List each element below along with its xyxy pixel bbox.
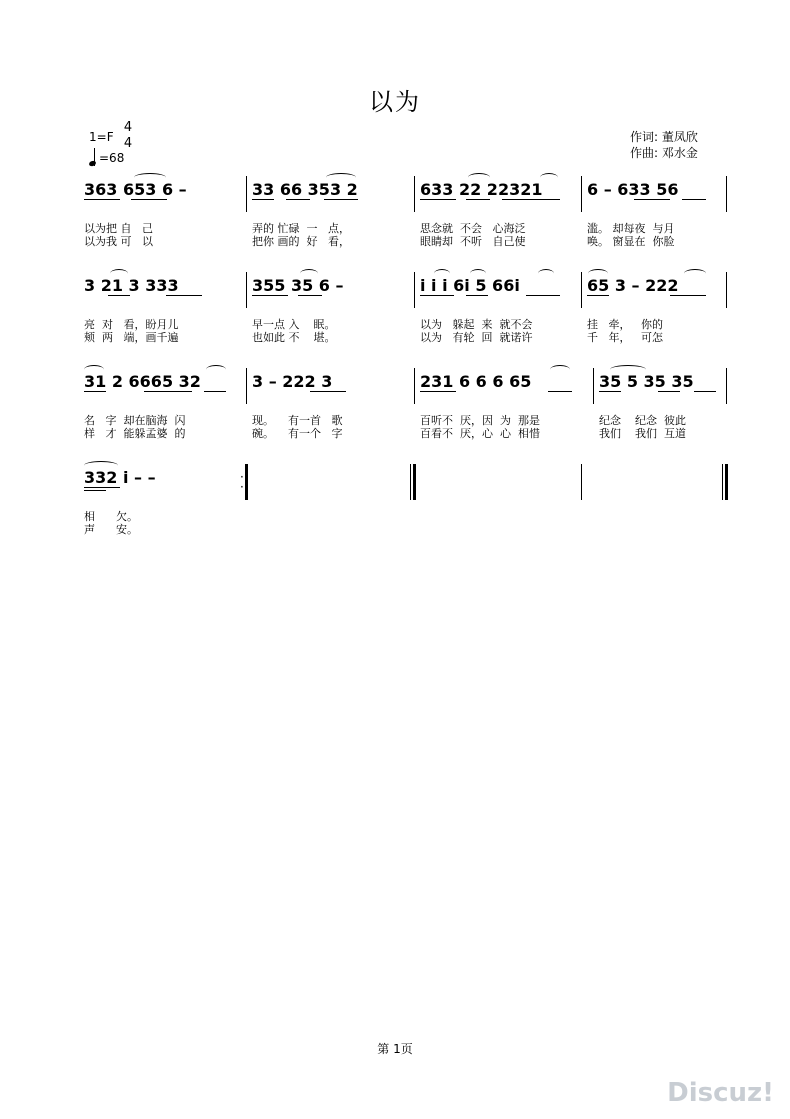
underline [466, 199, 490, 200]
lyric-verse-2: 声 安。 [84, 523, 138, 536]
bar-line [414, 368, 415, 404]
underline [502, 199, 560, 200]
bar-line [246, 272, 247, 308]
page-number: 第 1页 [377, 1042, 413, 1056]
measure: 633 22 22321 [420, 180, 543, 199]
measure: 3 – 222 3 [252, 372, 333, 391]
measure: 65 3 – 222 [587, 276, 679, 295]
slur [538, 269, 554, 278]
slur [550, 365, 570, 374]
lyric-verse-2: 样 才 能躲孟婆 的 [84, 427, 186, 440]
slur [84, 365, 104, 374]
lyric-verse-1: 挂 牵， 你的 [587, 318, 663, 331]
underline [84, 199, 120, 200]
underline [166, 295, 202, 296]
bar-line [725, 464, 728, 500]
underline [144, 391, 192, 392]
underline [548, 391, 572, 392]
lyric-verse-1: 纪念 纪念 彼此 [599, 414, 686, 427]
lyric-verse-2: 把你 画的 好 看， [252, 235, 350, 248]
bar-line [246, 176, 247, 212]
bar-line [722, 464, 723, 500]
underline [466, 295, 488, 296]
underline [84, 391, 106, 392]
bar-line [414, 272, 415, 308]
measure: 6 – 633 56 [587, 180, 679, 199]
slur [206, 365, 226, 374]
time-sig-top: 4 [123, 120, 133, 135]
lyric-verse-1: 思念就 不会 心海泛 [420, 222, 526, 235]
underline [84, 490, 106, 491]
lyric-verse-1: 滥。 却每夜 与月 [587, 222, 675, 235]
lyric-verse-1: 百听不 厌，因 为 那是 [420, 414, 540, 427]
underline [526, 295, 560, 296]
lyric-verse-2: 以为我 可 以 [84, 235, 153, 248]
slur [540, 173, 558, 182]
lyric-verse-1: 早一点 入 眠。 [252, 318, 336, 331]
lyric-verse-1: 现。 有一首 歌 [252, 414, 343, 427]
underline [108, 295, 130, 296]
underline [420, 199, 456, 200]
underline [599, 391, 621, 392]
lyric-verse-2: 眼睛却 不听 自己使 [420, 235, 526, 248]
bar-line [581, 272, 582, 308]
lyric-verse-1: 以为 躲起 来 就不会 [420, 318, 533, 331]
song-title: 以为 [369, 88, 421, 116]
lyric-verse-1: 名 字 却在脑海 闪 [84, 414, 186, 427]
lyric-verse-2: 我们 我们 互道 [599, 427, 686, 440]
lyric-verse-2: 以为 有轮 回 就诺许 [420, 331, 533, 344]
measure: 3 21 3 333 [84, 276, 179, 295]
time-sig-bottom: 4 [123, 136, 133, 151]
bar-line [726, 368, 727, 404]
underline [420, 391, 456, 392]
composer-credit: 作曲: 邓水金 [630, 146, 698, 160]
underline [298, 295, 322, 296]
underline [420, 295, 454, 296]
measure: 332 i – – [84, 468, 156, 487]
underline [658, 391, 680, 392]
bar-line [581, 176, 582, 212]
slur [470, 269, 486, 278]
lyric-verse-2: 唤。 窗显在 你脸 [587, 235, 675, 248]
underline [694, 391, 716, 392]
slur [610, 365, 646, 374]
slur [684, 269, 706, 278]
underline [286, 199, 310, 200]
slur [134, 173, 166, 182]
bar-line [246, 368, 247, 404]
underline [634, 199, 670, 200]
lyric-verse-1: 相 欠。 [84, 510, 138, 523]
measure: 33 66 353 2 [252, 180, 358, 199]
repeat-bar-line [245, 464, 248, 500]
lyric-verse-2: 碗。 有一个 字 [252, 427, 343, 440]
measure: i i i 6i 5 66i [420, 276, 520, 295]
bar-line [581, 464, 582, 500]
lyric-verse-2: 千 年， 可怎 [587, 331, 663, 344]
slur [588, 269, 608, 278]
bar-line [413, 464, 416, 500]
slur [300, 269, 318, 278]
bar-line [410, 464, 411, 500]
watermark-logo: Discuz! [667, 1078, 774, 1108]
slur [468, 173, 490, 182]
measure: 363 653 6 – [84, 180, 187, 199]
underline [587, 295, 609, 296]
slur [434, 269, 450, 278]
repeat-dots: · · [240, 470, 244, 494]
measure: 31 2 6665 32 [84, 372, 201, 391]
lyric-verse-2: 也如此 不 堪。 [252, 331, 336, 344]
underline [682, 199, 706, 200]
underline [670, 295, 706, 296]
slur [84, 461, 118, 470]
measure: 231 6 6 6 65 [420, 372, 532, 391]
lyric-verse-1: 以为把 自 己 [84, 222, 153, 235]
tempo-value: =68 [99, 151, 125, 165]
measure: 355 35 6 – [252, 276, 344, 295]
underline [84, 487, 120, 488]
lyric-verse-1: 亮 对 看，盼月儿 [84, 318, 179, 331]
underline [131, 199, 167, 200]
quarter-note-icon [89, 148, 95, 166]
underline [204, 391, 226, 392]
underline [252, 295, 288, 296]
bar-line [414, 176, 415, 212]
lyric-verse-2: 百看不 厌，心 心 相惜 [420, 427, 540, 440]
lyric-verse-1: 弄的 忙碌 一 点， [252, 222, 350, 235]
slur [326, 173, 356, 182]
lyric-verse-2: 颊 两 端，画千遍 [84, 331, 179, 344]
bar-line [593, 368, 594, 404]
slur [110, 269, 128, 278]
underline [252, 199, 274, 200]
underline [310, 391, 346, 392]
tempo-mark [89, 148, 124, 166]
bar-line [726, 176, 727, 212]
underline [324, 199, 358, 200]
key-signature: 1=F [89, 130, 114, 144]
lyricist-credit: 作词: 董凤欣 [630, 130, 698, 144]
measure: 35 5 35 35 [599, 372, 694, 391]
bar-line [726, 272, 727, 308]
